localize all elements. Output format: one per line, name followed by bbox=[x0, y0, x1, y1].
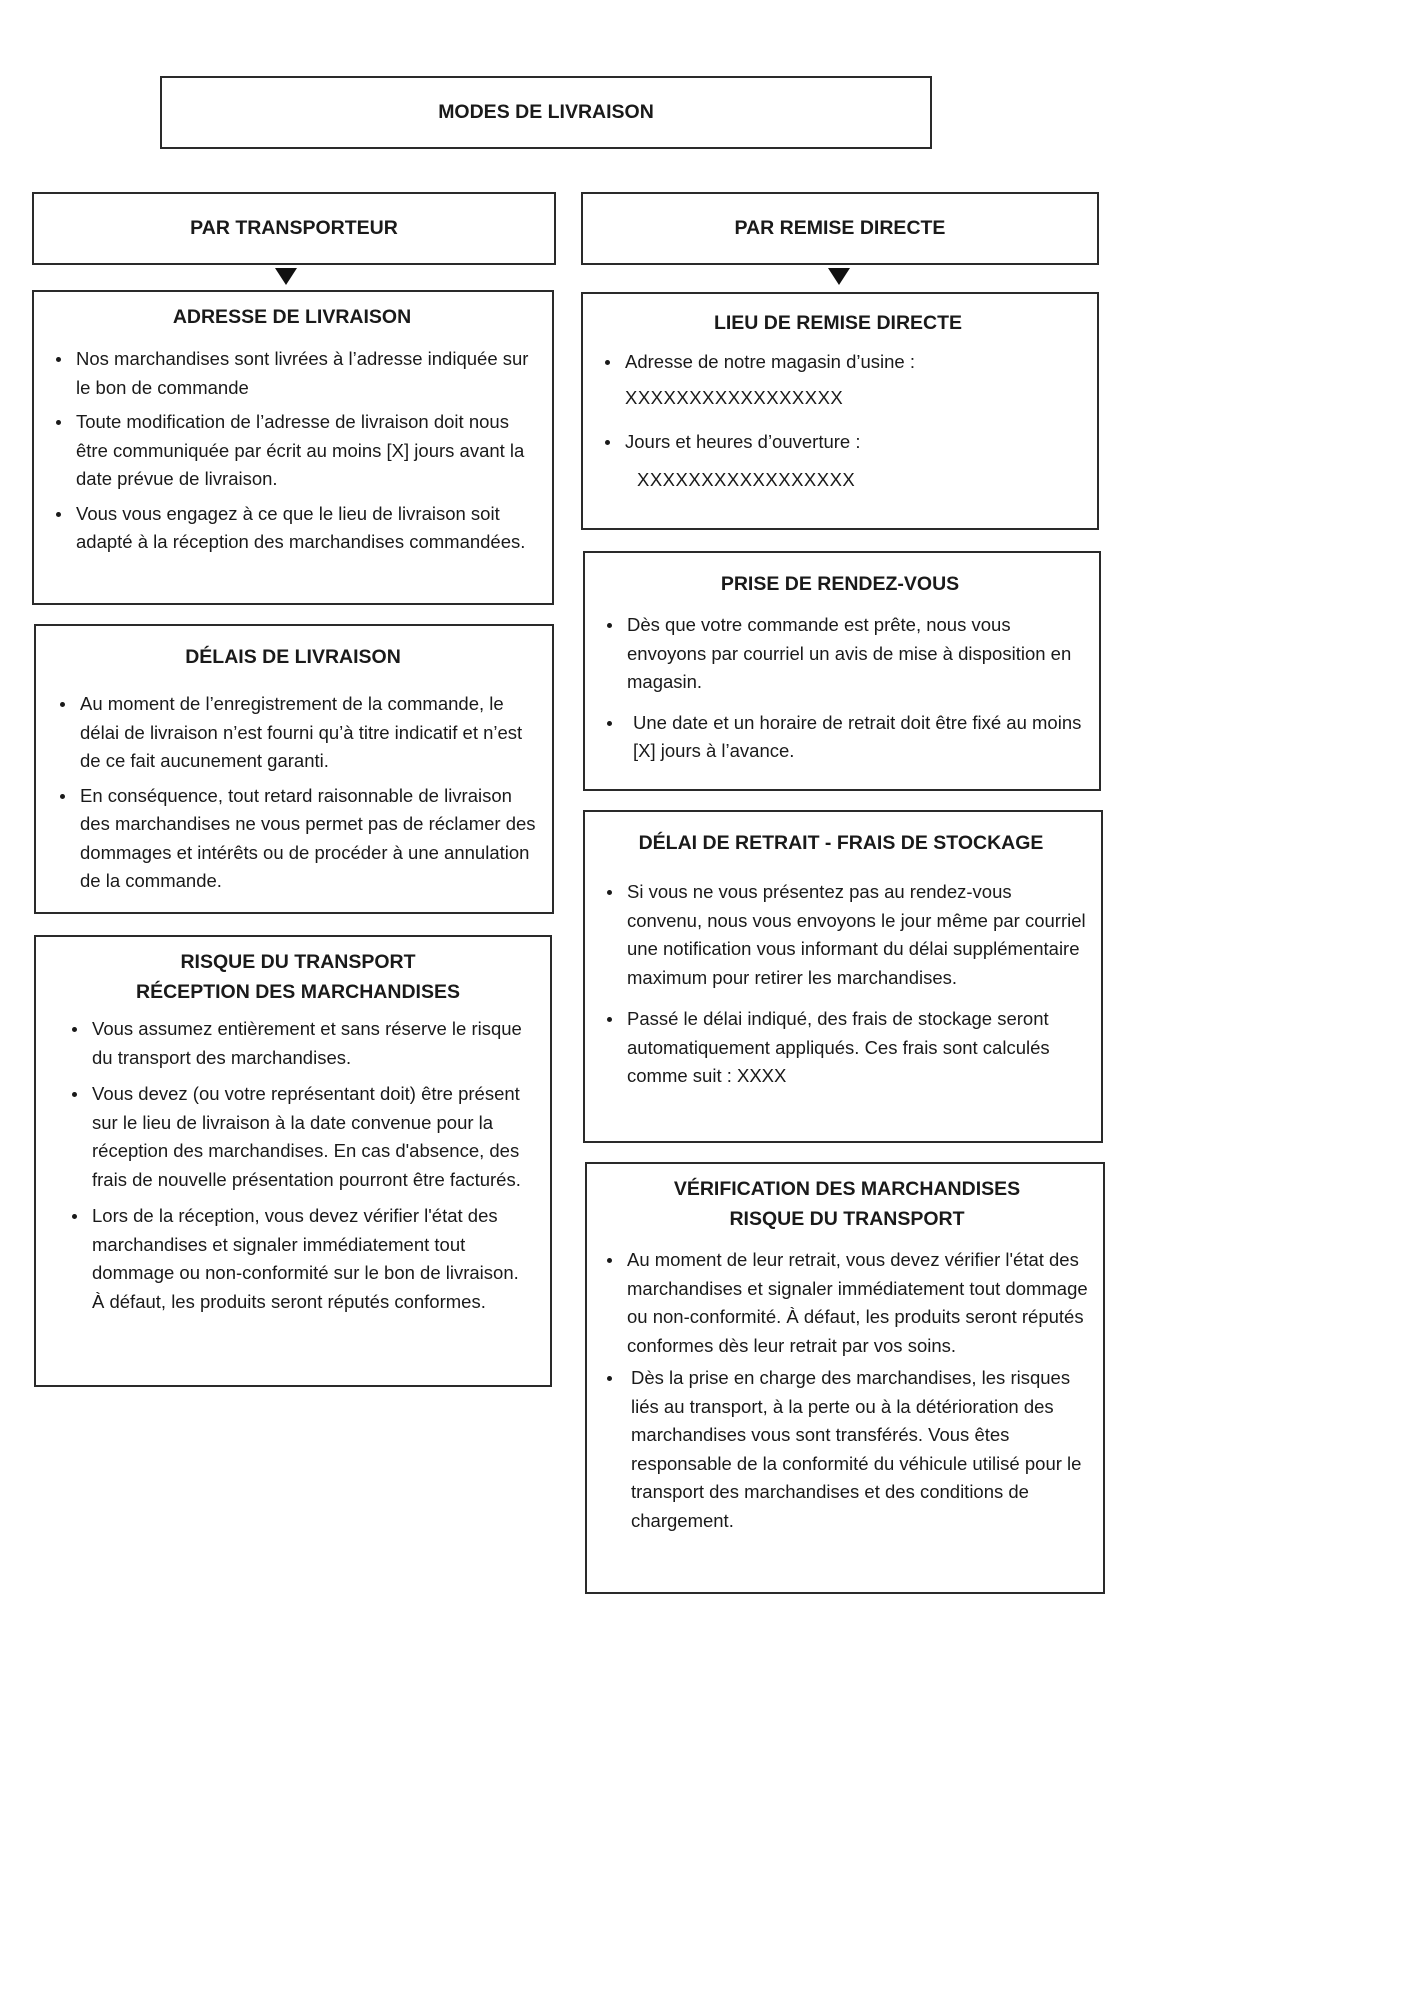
bullet-list bbox=[595, 1246, 1099, 1535]
bullet-list bbox=[44, 345, 540, 557]
list-item: Passé le délai indiqué, des frais de stockage seront automatiquement appliqués. Ces frais sont calculés comme suit : XXXX bbox=[595, 1005, 1087, 1091]
list-item: Dès que votre commande est prête, nous vous envoyons par courriel un avis de mise à disposition en magasin. bbox=[595, 611, 1085, 697]
section-title: LIEU DE REMISE DIRECTE bbox=[713, 312, 963, 334]
list-item: Au moment de leur retrait, vous devez vérifier l'état des marchandises et signaler immédiatement tout dommage ou non-conformité. À défaut, les produits seront réputés conformes dès leur retrait par vos soins. bbox=[595, 1246, 1099, 1360]
diagram-title-box bbox=[160, 76, 932, 149]
section-title-line1: VÉRIFICATION DES MARCHANDISES bbox=[673, 1178, 1021, 1200]
diagram-title: MODES DE LIVRAISON bbox=[438, 101, 654, 123]
bullet-list bbox=[593, 348, 1083, 494]
section-delais-livraison bbox=[34, 624, 554, 914]
list-item-label: Adresse de notre magasin d’usine : bbox=[625, 351, 916, 372]
arrow-down-icon bbox=[828, 268, 850, 285]
address-placeholder-value: XXXXXXXXXXXXXXXXX bbox=[625, 386, 844, 408]
column-label-transporteur: PAR TRANSPORTEUR bbox=[190, 217, 398, 239]
column-header-remise-directe bbox=[581, 192, 1099, 265]
section-title-line2: RÉCEPTION DES MARCHANDISES bbox=[136, 981, 460, 1003]
list-item bbox=[593, 348, 1083, 412]
column-label-remise-directe: PAR REMISE DIRECTE bbox=[734, 217, 946, 239]
section-title: ADRESSE DE LIVRAISON bbox=[172, 306, 412, 328]
section-lieu-remise-directe bbox=[581, 292, 1099, 530]
section-delai-retrait-frais-stockage bbox=[583, 810, 1103, 1143]
list-item: Dès la prise en charge des marchandises, les risques liés au transport, à la perte ou à la détérioration des marchandises vous sont transférés. Vous êtes responsable de la conformité du véhicule utilisé pour le transport des marchandises et des conditions de chargement. bbox=[595, 1364, 1099, 1535]
column-header-transporteur bbox=[32, 192, 556, 265]
list-item: Vous devez (ou votre représentant doit) être présent sur le lieu de livraison à la date convenue pour la réception des marchandises. En cas d'absence, des frais de nouvelle présentation pourront être facturés. bbox=[60, 1080, 536, 1194]
section-adresse-livraison bbox=[32, 290, 554, 605]
list-item: Vous assumez entièrement et sans réserve le risque du transport des marchandises. bbox=[60, 1015, 536, 1072]
list-item: Si vous ne vous présentez pas au rendez-vous convenu, nous vous envoyons le jour même par courriel une notification vous informant du délai supplémentaire maximum pour retirer les marchandises. bbox=[595, 878, 1087, 992]
section-verification-marchandises bbox=[585, 1162, 1105, 1594]
list-item: Vous vous engagez à ce que le lieu de livraison soit adapté à la réception des marchandises commandées. bbox=[44, 500, 540, 557]
section-title: PRISE DE RENDEZ-VOUS bbox=[720, 573, 960, 595]
arrow-down-icon bbox=[275, 268, 297, 285]
section-title-line2: RISQUE DU TRANSPORT bbox=[729, 1208, 965, 1230]
list-item: Au moment de l’enregistrement de la commande, le délai de livraison n’est fourni qu’à titre indicatif et n’est de ce fait aucunement garanti. bbox=[48, 690, 538, 776]
bullet-list bbox=[48, 690, 538, 896]
list-item: En conséquence, tout retard raisonnable de livraison des marchandises ne vous permet pas de réclamer des dommages et intérêts ou de procéder à une annulation de la commande. bbox=[48, 782, 538, 896]
list-item: Une date et un horaire de retrait doit être fixé au moins [X] jours à l’avance. bbox=[595, 709, 1085, 766]
bullet-list bbox=[60, 1015, 536, 1316]
section-risque-transport bbox=[34, 935, 552, 1387]
section-prise-rendez-vous bbox=[583, 551, 1101, 791]
list-item-label: Jours et heures d’ouverture : bbox=[625, 431, 861, 452]
section-title: DÉLAI DE RETRAIT - FRAIS DE STOCKAGE bbox=[638, 832, 1044, 854]
opening-hours-placeholder-value: XXXXXXXXXXXXXXXXX bbox=[637, 468, 856, 490]
bullet-list bbox=[595, 878, 1087, 1091]
list-item: Nos marchandises sont livrées à l’adresse indiquée sur le bon de commande bbox=[44, 345, 540, 402]
list-item: Toute modification de l’adresse de livraison doit nous être communiquée par écrit au moins [X] jours avant la date prévue de livraison. bbox=[44, 408, 540, 494]
list-item: Lors de la réception, vous devez vérifier l'état des marchandises et signaler immédiatement tout dommage ou non-conformité sur le bon de livraison. À défaut, les produits seront réputés conformes. bbox=[60, 1202, 536, 1316]
bullet-list bbox=[595, 611, 1085, 766]
list-item bbox=[593, 428, 1083, 494]
section-title: DÉLAIS DE LIVRAISON bbox=[185, 646, 401, 668]
section-title-line1: RISQUE DU TRANSPORT bbox=[180, 951, 416, 973]
